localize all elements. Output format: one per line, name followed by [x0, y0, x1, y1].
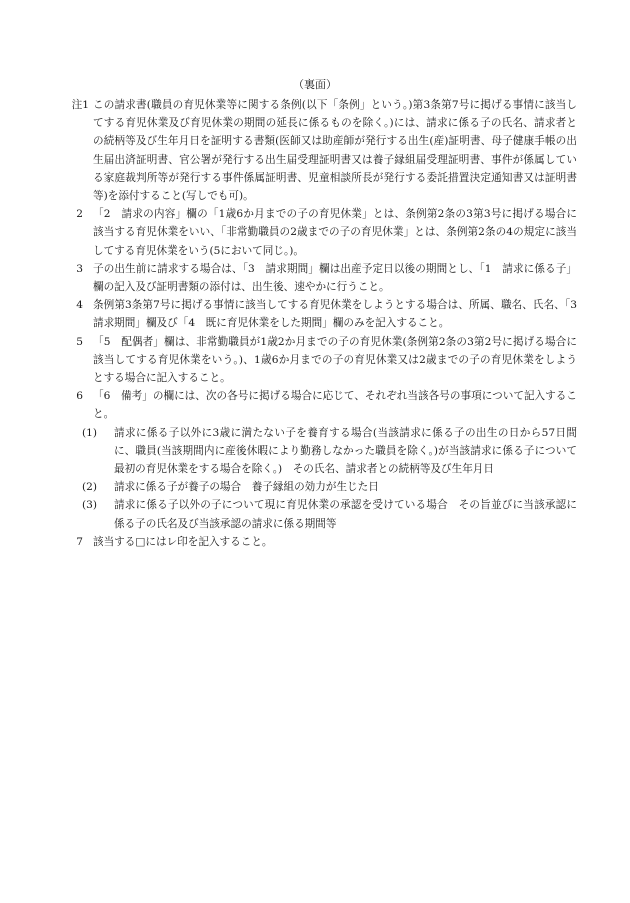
sub-item-text: 請求に係る子以外に3歳に満たない子を養育する場合(当該請求に係る子の出生の日から57日間に、職員(当該期間内に産後休暇により勤務しなかった職員を除く。)が当該請求に係る子について最初の育児休業をする場合を除く。) その氏名、請求者との続柄等及び生年月日 — [114, 426, 577, 476]
note-text: 条例第3条第7号に掲げる事情に該当してする育児休業をしようとする場合は、所属、職名、氏名、「3 請求期間」欄及び「4 既に育児休業をした期間」欄のみを記入すること。 — [93, 299, 588, 330]
note-text: 該当する□にはレ印を記入すること。 — [93, 535, 273, 548]
sub-item-3 — [62, 496, 577, 532]
note-5 — [62, 333, 577, 388]
note-2 — [62, 205, 577, 260]
sub-item-number: (3) — [82, 499, 98, 512]
note-6-sub-items — [62, 424, 577, 533]
sub-item-number: (2) — [82, 481, 98, 494]
sub-item-1 — [62, 424, 577, 479]
note-text: この請求書(職員の育児休業等に関する条例(以下「条例」という。)第3条第7号に掲げる事情に該当してする育児休業及び育児休業の期間の延長に係るものを除く。)には、請求に係る子の氏名、請求者との続柄等及び生年月日を証明する書類(医師又は助産師が発行する出生(産)証明書、母子健康手帳の出生届出済証明書、官公署が発行する出生届受理証明書又は養子縁組届受理証明書、事件が係属している家庭裁判所等が発行する事件係属証明書、児童相談所長が発行する委託措置決定通知書又は証明書等)を添付すること(写しでも可)。 — [93, 99, 577, 203]
note-number: 4 — [76, 299, 83, 312]
note-number: 注1 — [71, 99, 89, 111]
note-number: 2 — [76, 208, 83, 221]
note-4 — [62, 296, 588, 332]
page-heading: （裏面） — [293, 78, 337, 91]
note-6 — [62, 387, 577, 423]
notes-list — [62, 96, 588, 551]
sub-item-number: (1) — [82, 426, 98, 439]
note-text: 子の出生前に請求する場合は、「3 請求期間」欄は出産予定日以後の期間とし、「1 請求に係る子」欄の記入及び証明書類の添付は、出生後、速やかに行うこと。 — [93, 262, 577, 294]
sub-item-2 — [62, 478, 577, 496]
sub-item-text: 請求に係る子以外の子について現に育児休業の承認を受けている場合 その旨並びに当該承認に係る子の氏名及び当該承認の請求に係る期間等 — [114, 499, 577, 530]
note-number: 6 — [76, 390, 83, 403]
sub-item-text: 請求に係る子が養子の場合 養子縁組の効力が生じた日 — [114, 481, 379, 494]
note-text: 「2 請求の内容」欄の「1歳6か月までの子の育児休業」とは、条例第2条の3第3号に掲げる場合に該当する育児休業をいい、「非常勤職員の2歳までの子の育児休業」とは、条例第2条の4の規定に該当してする育児休業をいう(5において同じ。)。 — [93, 208, 577, 257]
note-3 — [62, 260, 577, 296]
note-number: 7 — [76, 535, 83, 548]
note-number: 5 — [76, 335, 83, 348]
note-7 — [62, 533, 577, 551]
note-text: 「5 配偶者」欄は、非常勤職員が1歳2か月までの子の育児休業(条例第2条の3第2号に掲げる場合に該当してする育児休業をいう。)、1歳6か月までの子の育児休業又は2歳までの子の育児休業をしようとする場合に記入すること。 — [93, 335, 577, 385]
note-text: 「6 備考」の欄には、次の各号に掲げる場合に応じて、それぞれ当該各号の事項について記入すること。 — [93, 390, 577, 421]
note-number: 3 — [76, 262, 83, 275]
note-1 — [62, 96, 577, 205]
